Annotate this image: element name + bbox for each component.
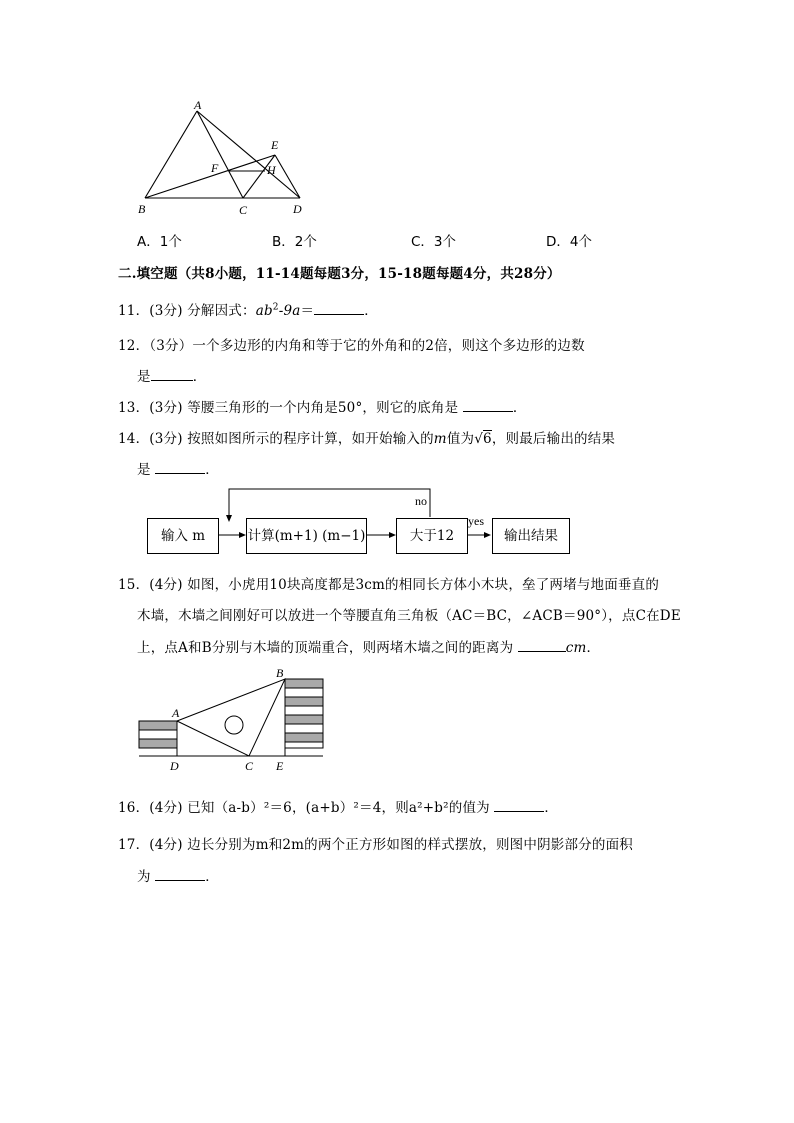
question-12-line2: 是 ．	[137, 369, 207, 385]
flow-compare-box: 大于12	[396, 518, 468, 554]
flow-input-box: 输入 m	[147, 518, 219, 554]
question-16: 16．(4分) 已知（a-b）²＝6，(a+b）²＝4，则a²+b²的值为 ．	[118, 800, 559, 816]
section-title: 二.填空题（共8小题，11-14题每题3分，15-18题每题4分，共28分）	[118, 266, 561, 282]
question-15-line3: 上，点A和B分别与木墙的顶端重合，则两堵木墙之间的距离为 cm．	[137, 640, 601, 656]
answer-blank	[314, 313, 364, 315]
label-E: E	[276, 759, 284, 773]
answer-blank	[155, 879, 205, 881]
label-C: C	[239, 203, 248, 217]
answer-blank	[518, 650, 566, 652]
geometry-figure-1	[135, 95, 315, 220]
question-12-line1: 12．（3分）一个多边形的内角和等于它的外角和的2倍，则这个多边形的边数	[118, 338, 585, 354]
question-17-line1: 17．(4分) 边长分别为m和2m的两个正方形如图的样式摆放，则图中阴影部分的面积	[118, 837, 633, 853]
question-15-line1: 15．(4分) 如图，小虎用10块高度都是3cm的相同长方体小木块，垒了两堵与地面垂直的	[118, 577, 660, 593]
label-D: D	[170, 759, 179, 773]
label-B: B	[276, 666, 284, 680]
option-a: A．1个	[137, 234, 182, 250]
label-A: A	[172, 706, 180, 720]
question-11: 11．(3分) 分解因式：$ab^2-9a=$ ．	[118, 302, 378, 319]
answer-blank	[155, 472, 205, 474]
label-C: C	[245, 759, 254, 773]
option-d: D．4个	[546, 234, 592, 250]
option-c: C．3个	[411, 234, 457, 250]
answer-blank	[463, 410, 513, 412]
question-15-line2: 木墙，木墙之间刚好可以放进一个等腰直角三角板（AC＝BC，∠ACB＝90°），点C在DE	[137, 608, 681, 624]
label-A: A	[194, 98, 202, 112]
answer-blank	[494, 810, 544, 812]
label-H: H	[267, 163, 276, 177]
option-b: B．2个	[272, 234, 317, 250]
question-14-line1: 14．(3分) 按照如图所示的程序计算，如开始输入的m值为√6，则最后输出的结果	[118, 431, 616, 447]
label-E: E	[271, 138, 279, 152]
flow-no-label: no	[415, 494, 427, 508]
sqrt-value: 6	[483, 431, 492, 447]
question-14-line2: 是 ．	[137, 462, 219, 478]
flow-output-box: 输出结果	[492, 518, 570, 554]
answer-blank	[151, 379, 193, 381]
label-D: D	[293, 202, 302, 216]
question-17-line2: 为 ．	[137, 869, 219, 885]
question-13: 13．(3分) 等腰三角形的一个内角是50°，则它的底角是 ．	[118, 400, 527, 416]
wall-triangle-figure	[135, 660, 335, 775]
flow-yes-label: yes	[468, 514, 484, 528]
label-F: F	[211, 161, 219, 175]
label-B: B	[138, 202, 146, 216]
flow-compute-box: 计算(m+1) (m−1)	[246, 518, 367, 554]
sqrt-symbol: √	[474, 431, 484, 447]
